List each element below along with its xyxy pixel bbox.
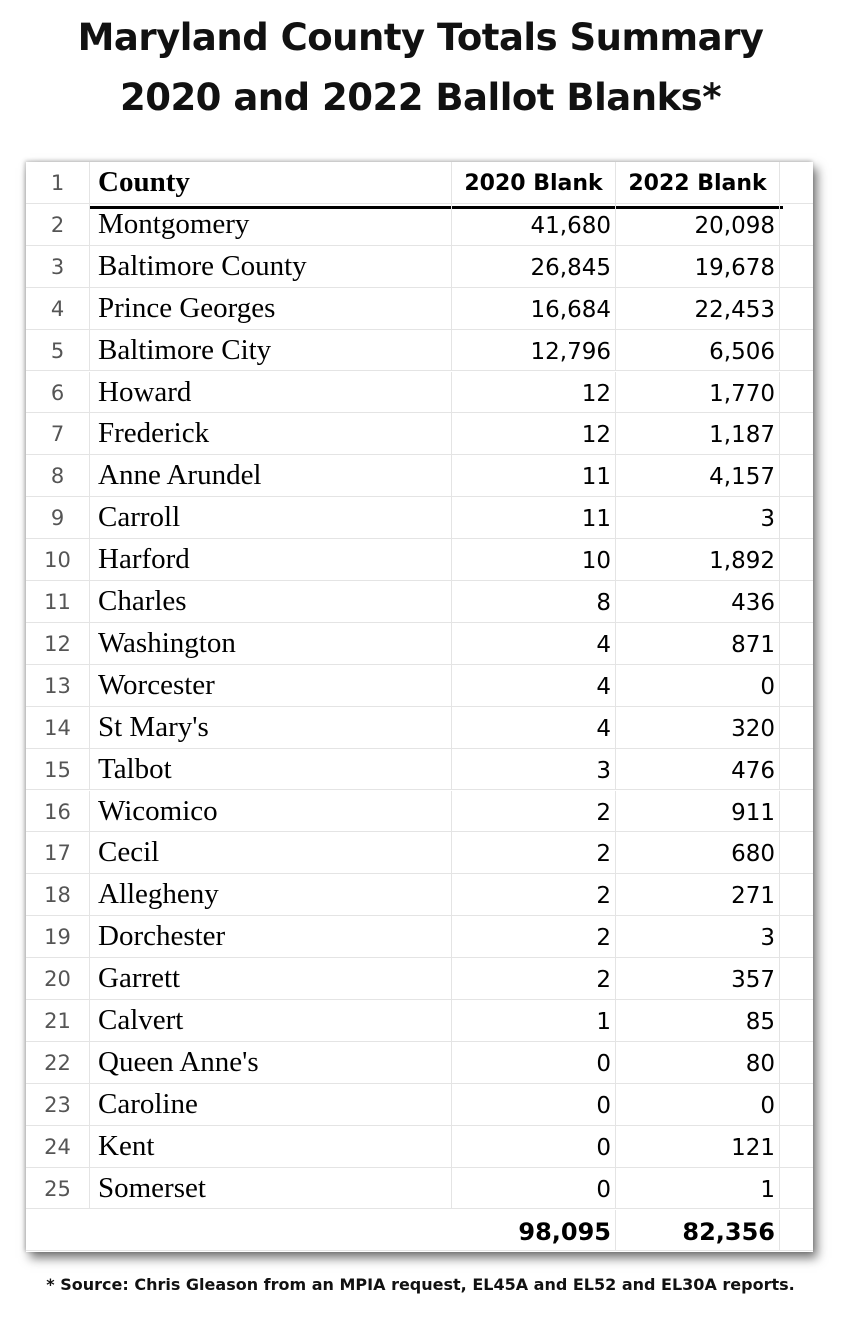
table-row: [26, 916, 813, 958]
county-cell[interactable]: Charles: [90, 581, 452, 622]
blank-2020-column-header[interactable]: 2020 Blank: [452, 162, 616, 203]
blank-2020-cell[interactable]: 4: [452, 665, 616, 706]
county-cell[interactable]: Frederick: [90, 413, 452, 454]
blank-2022-cell[interactable]: 6,506: [616, 330, 780, 371]
county-cell[interactable]: Prince Georges: [90, 288, 452, 329]
blank-2022-cell[interactable]: 680: [616, 832, 780, 873]
row-number[interactable]: 12: [26, 623, 90, 664]
row-number[interactable]: 3: [26, 246, 90, 287]
blank-2022-cell[interactable]: 271: [616, 874, 780, 915]
blank-2022-cell[interactable]: 85: [616, 1000, 780, 1041]
county-cell[interactable]: Howard: [90, 372, 452, 413]
page-title: Maryland County Totals Summary: [77, 16, 764, 59]
row-number[interactable]: 18: [26, 874, 90, 915]
county-cell[interactable]: Talbot: [90, 749, 452, 790]
county-cell[interactable]: Baltimore County: [90, 246, 452, 287]
blank-2022-cell[interactable]: 80: [616, 1042, 780, 1083]
blank-2020-cell[interactable]: 11: [452, 455, 616, 496]
table-row: [26, 1126, 813, 1168]
blank-2020-cell[interactable]: 2: [452, 874, 616, 915]
blank-2020-cell[interactable]: 0: [452, 1168, 616, 1209]
row-number[interactable]: 15: [26, 749, 90, 790]
row-number[interactable]: 5: [26, 330, 90, 371]
blank-2020-cell[interactable]: 2: [452, 958, 616, 999]
row-number[interactable]: 1: [26, 162, 90, 203]
blank-2022-column-header[interactable]: 2022 Blank: [616, 162, 780, 203]
blank-2020-cell[interactable]: 11: [452, 497, 616, 538]
table-row: [26, 1084, 813, 1126]
blank-2022-cell[interactable]: 320: [616, 707, 780, 748]
blank-2020-cell[interactable]: 41,680: [452, 204, 616, 245]
row-number[interactable]: 25: [26, 1168, 90, 1209]
row-number[interactable]: 21: [26, 1000, 90, 1041]
blank-2020-cell[interactable]: 2: [452, 791, 616, 832]
source-footnote: * Source: Chris Gleason from an MPIA request, EL45A and EL52 and EL30A reports.: [46, 1275, 795, 1294]
table-row: [26, 330, 813, 372]
county-cell[interactable]: Harford: [90, 539, 452, 580]
row-number[interactable]: 22: [26, 1042, 90, 1083]
county-column-header[interactable]: County: [90, 162, 452, 203]
blank-2020-cell[interactable]: 1: [452, 1000, 616, 1041]
total-2020-cell[interactable]: 98,095: [452, 1210, 616, 1251]
table-row: [26, 455, 813, 497]
table-row: [26, 413, 813, 455]
blank-2020-cell[interactable]: 12,796: [452, 330, 616, 371]
blank-2020-cell[interactable]: 10: [452, 539, 616, 580]
county-cell[interactable]: Wicomico: [90, 791, 452, 832]
county-cell[interactable]: Montgomery: [90, 204, 452, 245]
row-number[interactable]: 10: [26, 539, 90, 580]
table-row: [26, 581, 813, 623]
county-cell[interactable]: Worcester: [90, 665, 452, 706]
blank-2020-cell[interactable]: 4: [452, 707, 616, 748]
table-row: [26, 791, 813, 833]
table-row: [26, 749, 813, 791]
blank-2020-cell[interactable]: 16,684: [452, 288, 616, 329]
blank-2022-cell[interactable]: 1,187: [616, 413, 780, 454]
blank-2022-cell[interactable]: 476: [616, 749, 780, 790]
table-row: [26, 874, 813, 916]
blank-2022-cell[interactable]: 1: [616, 1168, 780, 1209]
blank-2022-cell[interactable]: 121: [616, 1126, 780, 1167]
blank-2022-cell[interactable]: 1,770: [616, 372, 780, 413]
row-number[interactable]: 19: [26, 916, 90, 957]
row-number[interactable]: 2: [26, 204, 90, 245]
blank-2020-cell[interactable]: 3: [452, 749, 616, 790]
table-row: [26, 204, 813, 246]
blank-2022-cell[interactable]: 911: [616, 791, 780, 832]
blank-2020-cell[interactable]: 0: [452, 1084, 616, 1125]
blank-2020-cell[interactable]: 8: [452, 581, 616, 622]
total-label-cell[interactable]: [90, 1210, 452, 1251]
row-number[interactable]: [26, 1210, 90, 1251]
table-row: [26, 372, 813, 414]
row-number[interactable]: 24: [26, 1126, 90, 1167]
blank-2022-cell[interactable]: 871: [616, 623, 780, 664]
row-number[interactable]: 4: [26, 288, 90, 329]
blank-2022-cell[interactable]: 19,678: [616, 246, 780, 287]
county-cell[interactable]: Baltimore City: [90, 330, 452, 371]
blank-2022-cell[interactable]: 22,453: [616, 288, 780, 329]
table-row: [26, 1000, 813, 1042]
county-cell[interactable]: Caroline: [90, 1084, 452, 1125]
blank-2020-cell[interactable]: 0: [452, 1126, 616, 1167]
county-cell[interactable]: Calvert: [90, 1000, 452, 1041]
row-number[interactable]: 23: [26, 1084, 90, 1125]
row-number[interactable]: 8: [26, 455, 90, 496]
blank-2020-cell[interactable]: 2: [452, 832, 616, 873]
county-cell[interactable]: Kent: [90, 1126, 452, 1167]
table-row: [26, 1042, 813, 1084]
row-number[interactable]: 9: [26, 497, 90, 538]
blank-2022-cell[interactable]: 3: [616, 497, 780, 538]
blank-2022-cell[interactable]: 1,892: [616, 539, 780, 580]
blank-2020-cell[interactable]: 12: [452, 372, 616, 413]
table-row: [26, 707, 813, 749]
row-number[interactable]: 16: [26, 791, 90, 832]
blank-2022-cell[interactable]: 0: [616, 1084, 780, 1125]
county-cell[interactable]: Somerset: [90, 1168, 452, 1209]
county-cell[interactable]: Washington: [90, 623, 452, 664]
row-number[interactable]: 17: [26, 832, 90, 873]
row-number[interactable]: 13: [26, 665, 90, 706]
blank-2022-cell[interactable]: 436: [616, 581, 780, 622]
blank-2020-cell[interactable]: 4: [452, 623, 616, 664]
county-cell[interactable]: Cecil: [90, 832, 452, 873]
table-row: [26, 832, 813, 874]
county-cell[interactable]: Allegheny: [90, 874, 452, 915]
header-row: [26, 162, 813, 204]
table-row: [26, 539, 813, 581]
page-subtitle: 2020 and 2022 Ballot Blanks*: [119, 76, 722, 119]
row-number[interactable]: 14: [26, 707, 90, 748]
table-row: [26, 623, 813, 665]
blank-2020-cell[interactable]: 12: [452, 413, 616, 454]
row-number[interactable]: 7: [26, 413, 90, 454]
row-number[interactable]: 20: [26, 958, 90, 999]
row-number[interactable]: 6: [26, 372, 90, 413]
table-row: [26, 497, 813, 539]
blank-2022-cell[interactable]: 20,098: [616, 204, 780, 245]
row-number[interactable]: 11: [26, 581, 90, 622]
county-cell[interactable]: Garrett: [90, 958, 452, 999]
total-2022-cell[interactable]: 82,356: [616, 1210, 780, 1251]
county-cell[interactable]: Queen Anne's: [90, 1042, 452, 1083]
table-row: [26, 288, 813, 330]
table-row: [26, 958, 813, 1000]
blank-2022-cell[interactable]: 4,157: [616, 455, 780, 496]
county-cell[interactable]: Dorchester: [90, 916, 452, 957]
county-cell[interactable]: Carroll: [90, 497, 452, 538]
blank-2020-cell[interactable]: 26,845: [452, 246, 616, 287]
blank-2022-cell[interactable]: 357: [616, 958, 780, 999]
blank-2022-cell[interactable]: 3: [616, 916, 780, 957]
blank-2020-cell[interactable]: 2: [452, 916, 616, 957]
total-row: [26, 1210, 813, 1252]
spreadsheet: [26, 162, 813, 1252]
blank-2022-cell[interactable]: 0: [616, 665, 780, 706]
blank-2020-cell[interactable]: 0: [452, 1042, 616, 1083]
table-row: [26, 246, 813, 288]
county-cell[interactable]: Anne Arundel: [90, 455, 452, 496]
table-row: [26, 1168, 813, 1210]
county-cell[interactable]: St Mary's: [90, 707, 452, 748]
table-row: [26, 665, 813, 707]
